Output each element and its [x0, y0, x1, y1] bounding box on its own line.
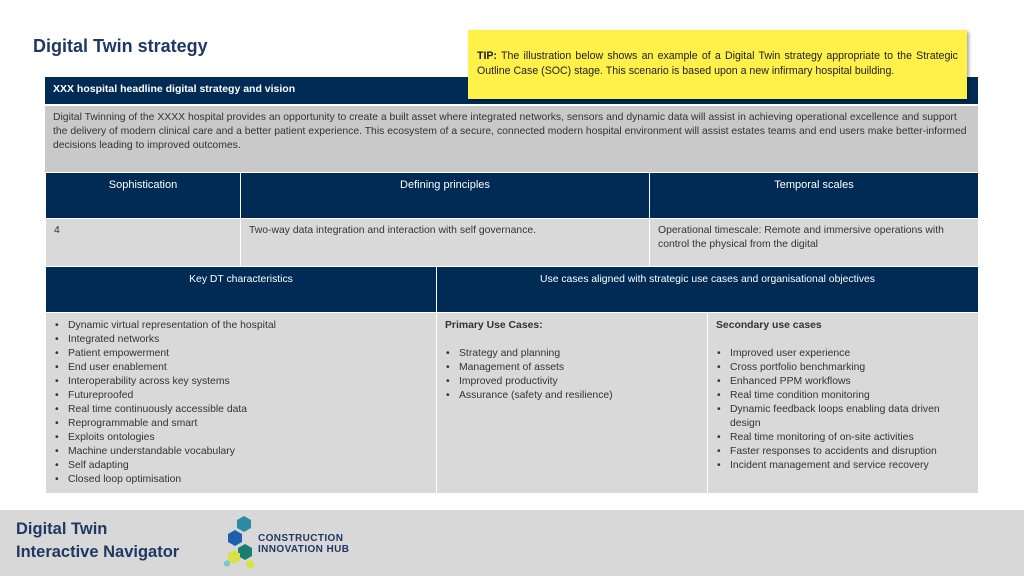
cell-defining-principles: Two-way data integration and interaction with self governance.	[241, 219, 650, 267]
brand-name	[258, 533, 349, 555]
header-sophistication: Sophistication	[46, 173, 241, 219]
header-key-characteristics: Key DT characteristics	[46, 267, 437, 313]
tip-label: TIP:	[477, 50, 498, 62]
list-item: • Self adapting	[54, 459, 428, 473]
cell-temporal-scales: Operational timescale: Remote and immersive operations with control the physical from the digital	[650, 219, 979, 267]
list-item: • End user enablement	[54, 361, 428, 375]
list-item: • Closed loop optimisation	[54, 473, 428, 487]
list-item: • Enhanced PPM workflows	[716, 375, 970, 389]
list-item: • Improved productivity	[445, 375, 699, 389]
sophistication-table	[45, 172, 979, 267]
characteristics-cell	[46, 313, 437, 494]
primary-use-cases-list	[445, 347, 699, 403]
brand-line2: INNOVATION HUB	[258, 544, 350, 555]
list-item: • Exploits ontologies	[54, 431, 428, 445]
headline-bar: XXX hospital headline digital strategy and vision	[45, 77, 978, 104]
tip-text: The illustration below shows an example of a Digital Twin strategy appropriate to the Strategic Outline Case (SOC) stage. This scenario is based upon a new infirmary hospital building.	[477, 50, 958, 77]
list-item: • Reprogrammable and smart	[54, 417, 428, 431]
list-item: • Integrated networks	[54, 333, 428, 347]
list-item: • Real time continuously accessible data	[54, 403, 428, 417]
secondary-use-cases-list	[716, 347, 970, 473]
secondary-use-cases-title: Secondary use cases	[716, 320, 822, 331]
list-item: • Improved user experience	[716, 347, 970, 361]
list-item: • Dynamic virtual representation of the hospital	[54, 319, 428, 333]
list-item: • Management of assets	[445, 361, 699, 375]
header-use-cases: Use cases aligned with strategic use cases and organisational objectives	[437, 267, 979, 313]
list-item: • Interoperability across key systems	[54, 375, 428, 389]
characteristics-list	[54, 319, 428, 487]
vision-text: ning of the XXXX hospital provides an opportunity to create a built asset where integrated networks, sensors and dynamic data will assist in achieving operational excellence and support the delivery of modern clinical care and a better patient experience. This ecosystem of a secure, connected modern hospital environment will assist estates teams and end users make better-informed decisions leading to improved outcomes.	[53, 112, 967, 152]
primary-use-cases-cell	[437, 313, 708, 494]
navigator-title-line1: Digital Twin	[16, 520, 108, 538]
vision-lead: Digital Twin	[53, 112, 106, 123]
navigator-title[interactable]	[16, 518, 179, 564]
characteristics-table	[45, 266, 979, 494]
primary-use-cases-title: Primary Use Cases:	[445, 320, 543, 331]
header-defining-principles: Defining principles	[241, 173, 650, 219]
list-item: • Assurance (safety and resilience)	[445, 389, 699, 403]
list-item: • Dynamic feedback loops enabling data driven design	[716, 403, 970, 431]
tip-box	[468, 30, 967, 99]
list-item: • Machine understandable vocabulary	[54, 445, 428, 459]
list-item: • Futureproofed	[54, 389, 428, 403]
navigator-title-line2: Interactive Navigator	[16, 543, 180, 561]
list-item: • Cross portfolio benchmarking	[716, 361, 970, 375]
list-item: • Strategy and planning	[445, 347, 699, 361]
secondary-use-cases-cell	[708, 313, 979, 494]
list-item: • Real time monitoring of on-site activities	[716, 431, 970, 445]
brand-line1: CONSTRUCTION	[258, 533, 344, 544]
cell-sophistication: 4	[46, 219, 241, 267]
list-item: • Patient empowerment	[54, 347, 428, 361]
footer-bar	[0, 510, 1024, 576]
list-item: • Incident management and service recovery	[716, 459, 970, 473]
header-temporal-scales: Temporal scales	[650, 173, 979, 219]
list-item: • Faster responses to accidents and disruption	[716, 445, 970, 459]
list-item: • Real time condition monitoring	[716, 389, 970, 403]
page-title: Digital Twin strategy	[33, 36, 208, 56]
vision-statement	[45, 106, 978, 172]
